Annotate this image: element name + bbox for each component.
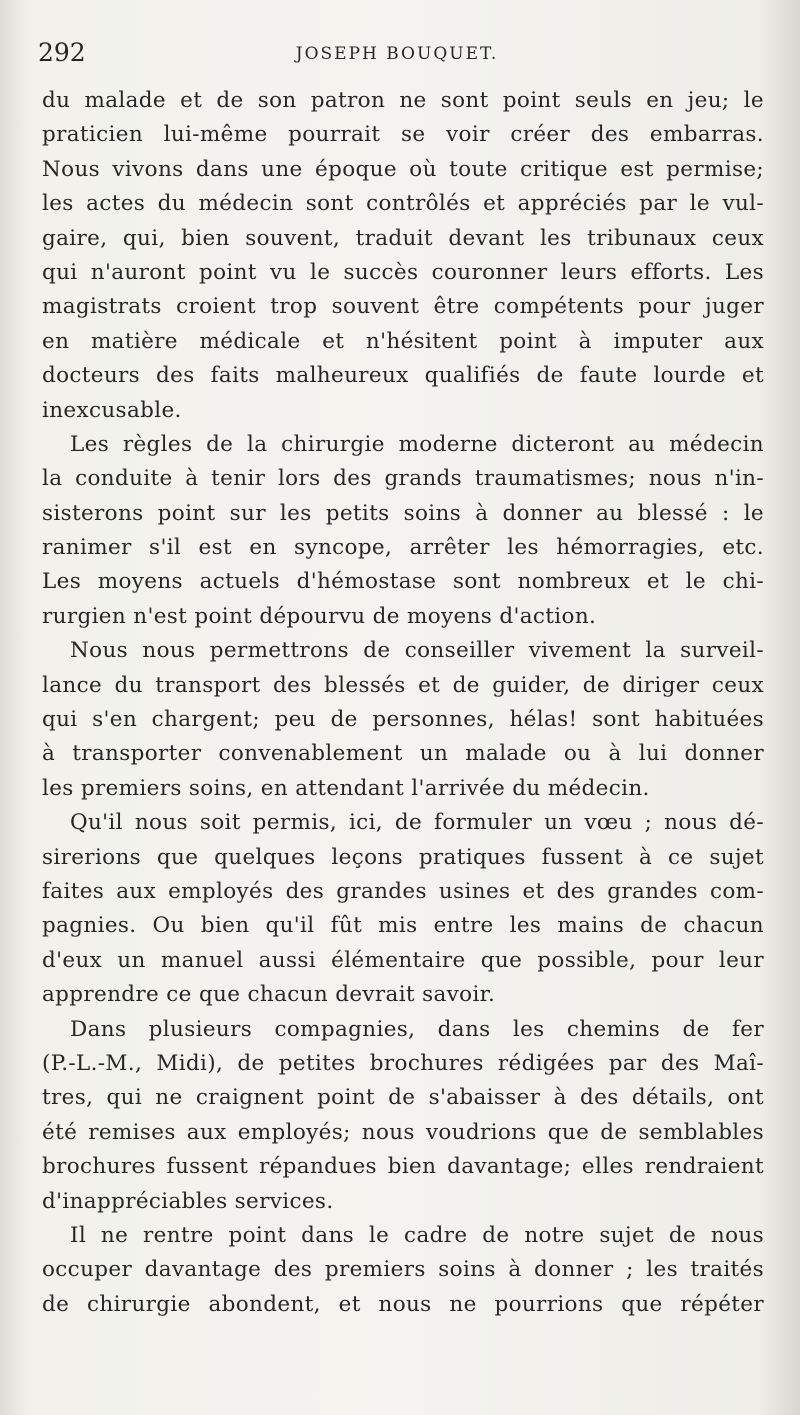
text-line: brochures fussent répandues bien davantage; elles rendraient (42, 1154, 764, 1180)
body-text (42, 84, 764, 1322)
text-line: magistrats croient trop souvent être compétents pour juger (42, 294, 764, 320)
text-line: Qu'il nous soit permis, ici, de formuler un vœu ; nous dé- (70, 810, 764, 836)
text-line: sisterons point sur les petits soins à donner au blessé : le (42, 500, 764, 526)
text-line: tres, qui ne craignent point de s'abaisser à des détails, ont (42, 1085, 764, 1111)
text-line: sirerions que quelques leçons pratiques fussent à ce sujet (42, 844, 764, 870)
text-line: apprendre ce que chacun devrait savoir. (42, 982, 496, 1008)
paragraph (42, 806, 764, 1012)
page-header (34, 38, 760, 78)
page-number: 292 (38, 38, 86, 67)
text-line: Nous vivons dans une époque où toute critique est permise; (42, 156, 764, 182)
paragraph (42, 1219, 764, 1322)
text-line: (P.-L.-M., Midi), de petites brochures rédigées par des Maî- (42, 1050, 764, 1076)
paragraph (42, 428, 764, 634)
text-line: occuper davantage des premiers soins à donner ; les traités (42, 1257, 764, 1283)
text-line: été remises aux employés; nous voudrions que de semblables (42, 1119, 764, 1145)
text-line: du malade et de son patron ne sont point seuls en jeu; le (42, 88, 764, 113)
text-line: Dans plusieurs compagnies, dans les chemins de fer (70, 1016, 764, 1042)
text-line: la conduite à tenir lors des grands traumatismes; nous n'in- (42, 466, 764, 492)
text-line: les actes du médecin sont contrôlés et appréciés par le vul- (42, 191, 764, 217)
paragraph (42, 634, 764, 806)
text-line: lance du transport des blessés et de guider, de diriger ceux (42, 672, 764, 698)
text-line: pagnies. Ou bien qu'il fût mis entre les mains de chacun (42, 913, 764, 939)
paragraph (42, 84, 764, 428)
text-line: ranimer s'il est en syncope, arrêter les hémorragies, etc. (42, 535, 764, 561)
text-line: Nous nous permettrons de conseiller vivement la surveil- (70, 638, 764, 664)
text-line: Les moyens actuels d'hémostase sont nombreux et le chi- (42, 569, 764, 595)
text-line: les premiers soins, en attendant l'arrivée du médecin. (42, 775, 650, 801)
text-line: d'inappréciables services. (42, 1188, 334, 1214)
text-line: Les règles de la chirurgie moderne dicteront au médecin (70, 431, 764, 457)
text-line: en matière médicale et n'hésitent point à imputer aux (42, 328, 764, 354)
paragraph (42, 1013, 764, 1219)
text-line: de chirurgie abondent, et nous ne pourrions que répéter (42, 1291, 764, 1317)
text-line: rurgien n'est point dépourvu de moyens d'action. (42, 603, 597, 629)
text-line: praticien lui-même pourrait se voir créer des embarras. (42, 122, 764, 148)
text-line: Il ne rentre point dans le cadre de notre sujet de nous (70, 1222, 764, 1248)
text-line: gaire, qui, bien souvent, traduit devant les tribunaux ceux (42, 225, 764, 251)
running-head: JOSEPH BOUQUET. (295, 44, 499, 64)
text-line: qui s'en chargent; peu de personnes, hélas! sont habituées (42, 707, 764, 733)
text-line: d'eux un manuel aussi élémentaire que possible, pour leur (42, 947, 764, 973)
text-line: inexcusable. (42, 397, 182, 423)
text-line: faites aux employés des grandes usines et des grandes com- (42, 878, 764, 904)
text-line: à transporter convenablement un malade ou à lui donner (42, 741, 764, 767)
text-line: docteurs des faits malheureux qualifiés de faute lourde et (42, 363, 764, 389)
text-line: qui n'auront point vu le succès couronner leurs efforts. Les (42, 259, 764, 285)
